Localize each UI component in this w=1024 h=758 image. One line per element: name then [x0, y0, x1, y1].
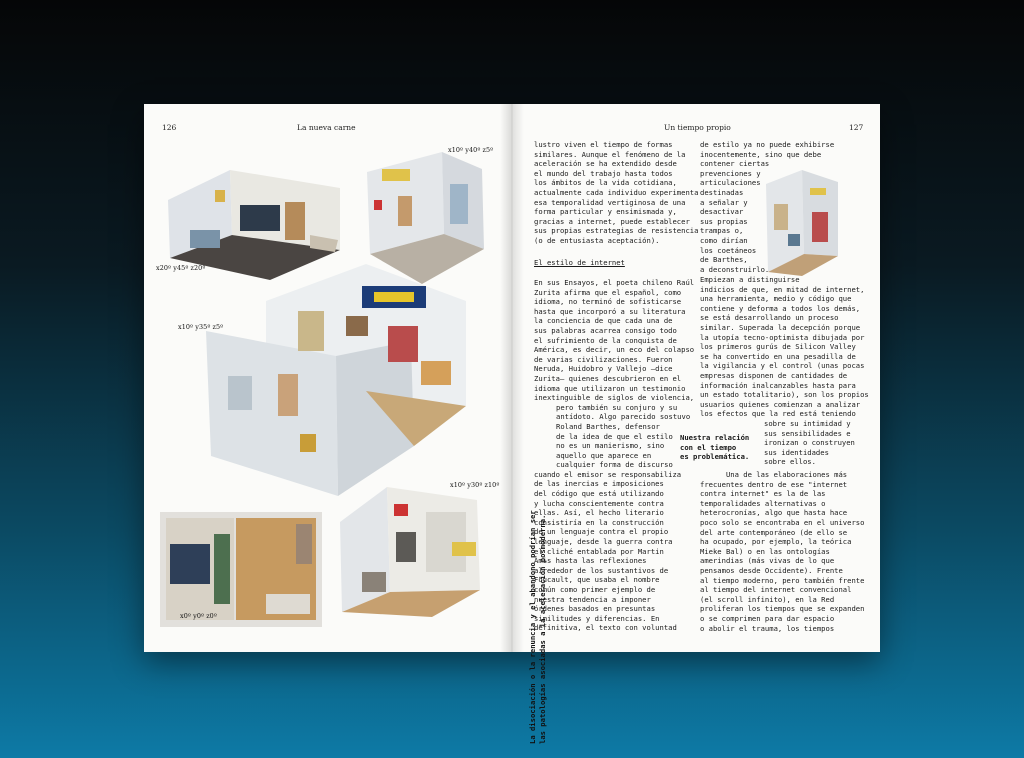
- text-line: idioma, no terminó de sofisticarse: [534, 297, 682, 307]
- text-line: la vigilancia y el control (unas pocas: [700, 361, 865, 371]
- text-line: el mundo del trabajo hasta todos: [534, 168, 673, 178]
- text-line: de un lenguaje contra el propio: [534, 527, 669, 537]
- column-1-top-text: [534, 140, 698, 246]
- text-line: lustro viven el tiempo de formas: [534, 140, 673, 149]
- text-line: Neruda, Huidobro y Vallejo –dice: [534, 364, 673, 374]
- room-model-5: [332, 482, 487, 622]
- caption-room-1: x20º y45º z20º: [156, 264, 206, 272]
- text-line: inocentemente, sino que debe: [700, 149, 822, 159]
- text-line: del código que está utilizando: [534, 489, 664, 499]
- column-2-indented-text: [764, 419, 855, 467]
- text-line: sus propias: [700, 216, 748, 226]
- text-line: América, es decir, un eco del colapso: [534, 345, 695, 355]
- text-line: lenguaje, desde la guerra contra: [534, 537, 673, 547]
- text-line: de la idea de que el estilo: [556, 431, 673, 441]
- text-line: En sus Ensayos, el poeta chileno Raúl: [534, 278, 695, 287]
- caption-room-5: x10º y30º z10º: [450, 481, 500, 489]
- room-model-4: [156, 504, 326, 629]
- text-line: empresas disponen de cantidades de: [700, 370, 848, 380]
- text-line: se ha convertido en una pesadilla de: [700, 351, 856, 361]
- book-spread: [144, 104, 880, 744]
- text-line: articulaciones: [700, 178, 761, 188]
- text-line: Amis hasta las reflexiones: [534, 556, 647, 566]
- text-line: temporalidades alternativas o: [700, 498, 826, 508]
- text-line: Roland Barthes, defensor: [556, 421, 660, 431]
- text-line: trampas o,: [700, 226, 744, 236]
- text-line: desactivar: [700, 207, 744, 217]
- text-line: actualmente cada individuo experimenta: [534, 187, 699, 197]
- pull-quote: [680, 433, 749, 462]
- text-line: al tiempo del internet convencional: [700, 585, 852, 595]
- text-line: pensamos desde Occidente). Frente: [700, 565, 843, 575]
- text-line: al tiempo moderno, pero también frente: [700, 575, 865, 585]
- text-line: consistiría en la construcción: [534, 517, 664, 527]
- text-line: sobre ellos.: [764, 457, 816, 467]
- caption-room-4: x0º y0º z0º: [180, 612, 217, 620]
- text-line: Nuestra relación: [680, 433, 750, 442]
- column-1-body-text: [534, 278, 694, 633]
- running-head-left: La nueva carne: [297, 123, 356, 132]
- text-line: destinadas: [700, 187, 744, 197]
- text-line: similar. Superada la decepción porque: [700, 322, 861, 332]
- text-line: ha ocupado, por ejemplo, la teórica: [700, 537, 852, 547]
- text-line: de estilo ya no puede exhibirse: [700, 140, 835, 149]
- text-line: definitiva, el texto con voluntad: [534, 623, 677, 633]
- text-line: forma particular y ensimismada y,: [534, 207, 677, 217]
- text-line: esa temporalidad vertiginosa de una: [534, 197, 686, 207]
- left-page: [144, 104, 512, 652]
- text-line: aceleración se ha extendido desde: [534, 159, 677, 169]
- text-line: Zurita afirma que el español, como: [534, 287, 682, 297]
- text-line: usuarios quienes comienzan a analizar: [700, 399, 861, 409]
- vertical-pull-quote: [528, 504, 552, 744]
- text-line: sobre su intimidad y: [764, 419, 851, 428]
- text-line: ironizan o construyen: [764, 438, 855, 448]
- text-line: información inalcanzables hasta para: [700, 380, 856, 390]
- text-line: nuestra tendencia a imponer: [534, 594, 651, 604]
- text-line: prevenciones y: [700, 168, 761, 178]
- column-2-bottom-text: [700, 470, 864, 633]
- text-line: los ámbitos de la vida cotidiana,: [534, 178, 677, 188]
- text-line: Zurita– quienes descubrieron en el: [534, 373, 682, 383]
- text-line: alrededor de los sustantivos de: [534, 565, 669, 575]
- text-line: se está desarrollando un proceso: [700, 313, 839, 323]
- text-line: la utopía tecno-optimista dibujada por: [700, 332, 865, 342]
- text-line: proliferan los tiempos que se expanden: [700, 604, 865, 614]
- text-line: a señalar y: [700, 197, 748, 207]
- text-line: del arte contemporáneo (de ello se: [700, 527, 848, 537]
- text-line: antídoto. Algo parecido sostuvo: [556, 412, 691, 422]
- text-line: órdenes basados en presuntas: [534, 604, 656, 614]
- text-line: a deconstruirlo.: [700, 264, 770, 274]
- text-line: sus identidades: [764, 447, 829, 457]
- text-line: y lucha conscientemente contra: [534, 498, 664, 508]
- text-line: contra internet" es la de las: [700, 489, 826, 499]
- text-line: es problemática.: [680, 452, 750, 462]
- text-line: Empiezan a distinguirse: [700, 275, 800, 284]
- text-line: los primeros gurús de Silicon Valley: [700, 342, 856, 352]
- text-line: indicios de que, en mitad de internet,: [700, 284, 865, 294]
- text-line: de las inercias e imposiciones: [534, 479, 664, 489]
- text-line: pero también su conjuro y su: [556, 402, 678, 412]
- text-line: heterocronías, algo que hasta hace: [700, 508, 848, 518]
- text-line: una herramienta, medio y código que: [700, 294, 852, 304]
- text-line: sus sensibilidades e: [764, 428, 851, 438]
- text-line: con el tiempo: [680, 442, 737, 452]
- text-line: los coetáneos: [700, 245, 757, 255]
- caption-room-2: x10º y40º z5º: [448, 146, 494, 154]
- room-model-3: [166, 256, 486, 506]
- text-line: no es un manierismo, sino: [556, 441, 665, 451]
- text-line: ellas. Así, el hecho literario: [534, 508, 664, 518]
- text-line: idioma que utilizaron un testimonio: [534, 383, 686, 393]
- text-line: cualquier forma de discurso: [556, 460, 673, 470]
- text-line: o abolir el trauma, los tiempos: [700, 623, 835, 633]
- text-line: similares. Aunque el fenómeno de la: [534, 149, 686, 159]
- text-line: la conciencia de que cada una de: [534, 316, 673, 326]
- text-line: hasta que incorporó a su literatura: [534, 306, 686, 316]
- text-line: cuando el emisor se responsabiliza: [534, 469, 682, 479]
- text-line: similitudes y diferencias. En: [534, 613, 660, 623]
- text-line: de varias civilizaciones. Fueron: [534, 354, 673, 364]
- text-line: Mieke Bal) o en las ontologías: [700, 546, 830, 556]
- page-number-right: 127: [849, 123, 864, 132]
- text-line: común como primer ejemplo de: [534, 585, 656, 594]
- text-line: sus palabras acarrea consigo todo: [534, 325, 677, 335]
- text-line: gracias a internet, puede establecer: [534, 216, 690, 226]
- text-line: sus propias estrategias de resistencia: [534, 226, 699, 236]
- text-line: aquello que aparece en: [556, 450, 652, 460]
- text-line: poco solo se encontraba en el universo: [700, 517, 865, 527]
- text-line: inextinguible de siglos de violencia,: [534, 393, 695, 403]
- column-2-top-text: [700, 140, 834, 274]
- text-line: el cliché entablada por Martin: [534, 546, 664, 556]
- text-line: Una de las elaboraciones más: [700, 470, 848, 479]
- text-line: los efectos que la red está teniendo: [700, 409, 856, 419]
- text-line: frecuentes dentro de ese "internet: [700, 479, 848, 489]
- text-line: contiene y deforma a todos los demás,: [700, 303, 861, 313]
- text-line: La disociación o la renuncia y el abandono podrían ser: [528, 510, 537, 744]
- text-line: (o de entusiasta aceptación).: [534, 235, 660, 245]
- text-line: el sufrimiento de la conquista de: [534, 335, 677, 345]
- text-line: de Barthes,: [700, 255, 748, 265]
- page-number-left: 126: [162, 123, 177, 132]
- text-line: las patologías asociadas a la aceleración posmoderna.: [538, 514, 547, 744]
- text-line: Foucault, que usaba el nombre: [534, 575, 660, 585]
- column-2-body-text: [700, 275, 869, 419]
- running-head-right: Un tiempo propio: [664, 123, 731, 132]
- text-line: (el scroll infinito), en la Red: [700, 594, 835, 604]
- text-line: o se comprimen para dar espacio: [700, 613, 835, 623]
- text-line: como dirían: [700, 235, 748, 245]
- section-heading: El estilo de internet: [534, 258, 625, 267]
- caption-room-3: x10º y35º z5º: [178, 323, 224, 331]
- text-line: amerindias (más vivas de lo que: [700, 556, 835, 566]
- text-line: contener ciertas: [700, 159, 770, 169]
- text-line: un estado totalitario), son los propios: [700, 390, 869, 400]
